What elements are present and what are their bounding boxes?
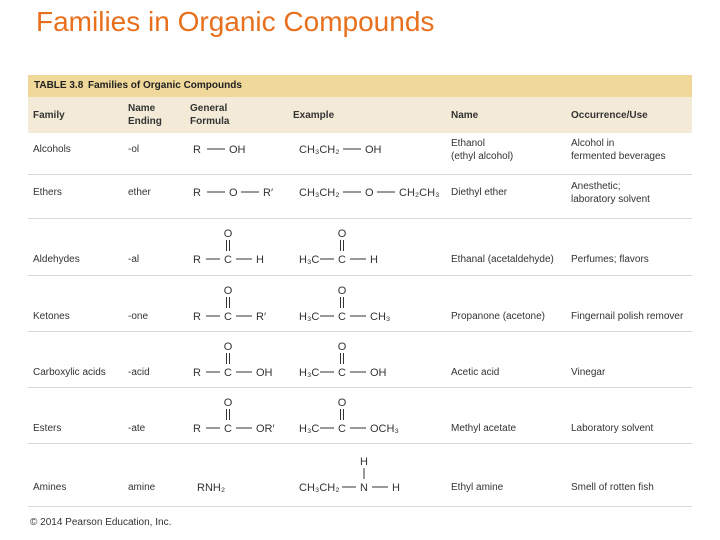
compound-name-cell [451,253,554,266]
family-cell-line-1: Alcohols [33,144,71,155]
header-occurrence-use: Occurrence/Use [571,110,648,121]
compound-name-cell-line-1: Diethyl ether [451,187,508,198]
formula-top-atom: O [223,228,233,240]
formula-middle-atom: O [229,187,238,199]
example-middle-atom: O [365,187,374,199]
copyright-notice: © 2014 Pearson Education, Inc. [30,517,172,528]
compound-name-cell [451,366,499,379]
formula-center-atom: C [224,254,232,266]
example-left-group: H₃C [299,254,320,266]
example-right-group: OCH₃ [370,423,399,435]
occurrence-use-cell-line-1: Fingernail polish remover [571,311,684,322]
formula-top-atom: O [223,397,233,409]
example-structure-cell [299,331,444,387]
formula-left-group: R [193,187,201,199]
example-right-group: CH₃ [370,311,391,323]
formula-left-group: R [193,144,201,156]
general-formula-cell [193,275,288,331]
family-cell [33,143,71,156]
occurrence-use-cell [571,310,683,323]
occurrence-use-cell [571,481,654,494]
formula-structure-drawing [193,331,288,387]
table-row [28,331,692,388]
formula-right-group: H [256,254,264,266]
occurrence-use-cell-line-1: Anesthetic; [571,181,621,192]
example-top-atom: H [360,456,368,468]
table-label-bar [28,75,692,97]
example-structure-cell [299,218,444,275]
table-header-row [28,97,692,133]
name-ending-cell-line-1: -acid [128,367,150,378]
formula-center-atom: C [224,423,232,435]
formula-structure-drawing [193,133,288,174]
occurrence-use-cell [571,422,653,435]
family-cell-line-1: Esters [33,423,62,434]
occurrence-use-cell [571,180,650,206]
formula-left-group: R [193,254,201,266]
family-cell-line-1: Aldehydes [33,254,80,265]
example-structure-drawing [299,133,444,174]
occurrence-use-cell [571,366,605,379]
name-ending-cell [128,310,148,323]
example-left-group: CH₃CH₂ [299,187,340,199]
table-row [28,133,692,175]
header-name-ending-2: Ending [128,116,162,127]
occurrence-use-cell-line-1: Smell of rotten fish [571,482,654,493]
formula-left-group: R [193,367,201,379]
formula-structure-drawing [193,174,288,218]
table-row [28,275,692,332]
compound-name-cell-line-1: Ethanal (acetaldehyde) [451,254,554,265]
family-cell [33,310,70,323]
name-ending-cell-line-1: -al [128,254,140,265]
example-center-atom: C [338,254,346,266]
example-structure-drawing [299,331,444,387]
general-formula-cell [193,331,288,387]
family-cell [33,422,61,435]
header-example: Example [293,110,335,121]
general-formula-cell [193,218,288,275]
example-structure-cell [299,174,444,218]
compound-name-cell [451,137,513,163]
header-family: Family [33,110,65,121]
compound-name-cell [451,310,545,323]
occurrence-use-cell-line-2: fermented beverages [571,151,666,162]
header-name-ending-1: Name [128,103,156,114]
header-name: Name [451,110,479,121]
example-structure-cell [299,443,444,506]
occurrence-use-cell-line-1: Perfumes; flavors [571,254,649,265]
example-right-group: OH [365,144,382,156]
name-ending-cell-line-1: -one [128,311,149,322]
family-cell-line-1: Carboxylic acids [33,367,106,378]
example-structure-drawing [299,174,444,218]
example-structure-cell [299,387,444,443]
compound-name-cell [451,422,516,435]
compound-name-cell-line-1: Methyl acetate [451,423,517,434]
formula-center-atom: C [224,367,232,379]
general-formula-cell [193,174,288,218]
example-left-group: H₃C [299,367,320,379]
compound-name-cell-line-1: Ethyl amine [451,482,504,493]
name-ending-cell-line-1: -ol [128,144,140,155]
name-ending-cell [128,186,151,199]
compound-name-cell-line-1: Ethanol [451,138,485,149]
name-ending-cell [128,366,150,379]
slide-title: Families in Organic Compounds [36,6,435,37]
formula-structure-drawing [193,275,288,331]
example-top-atom: O [337,285,347,297]
table-row [28,174,692,219]
family-cell-line-1: Ethers [33,187,62,198]
table-row [28,218,692,276]
table-number: TABLE 3.8 [34,80,84,91]
example-left-group: CH₃CH₂ [299,144,340,156]
formula-right-group: R′ [256,311,267,323]
occurrence-use-cell-line-1: Alcohol in [571,138,615,149]
family-cell [33,366,106,379]
formula-right-group: OR′ [256,423,275,435]
occurrence-use-cell-line-1: Laboratory solvent [571,423,654,434]
formula-left-group: R [193,311,201,323]
occurrence-use-cell [571,253,649,266]
name-ending-cell [128,143,139,156]
family-cell [33,186,62,199]
table-row [28,387,692,444]
example-right-group: H [370,254,378,266]
name-ending-cell [128,253,139,266]
example-left-group: H₃C [299,423,320,435]
example-left-group: H₃C [299,311,320,323]
example-left-group: CH₃CH₂ [299,482,340,494]
table-caption: Families of Organic Compounds [88,80,242,91]
formula-structure-drawing [193,443,288,506]
example-top-atom: O [337,397,347,409]
compound-name-cell [451,186,507,199]
formula-top-atom: O [223,285,233,297]
compound-name-cell-line-1: Acetic acid [451,367,500,378]
compound-name-cell-line-2: (ethyl alcohol) [451,151,514,162]
name-ending-cell-line-1: amine [128,482,156,493]
formula-top-atom: O [223,341,233,353]
formula-right-group: OH [256,367,273,379]
example-structure-drawing [299,275,444,331]
occurrence-use-cell [571,137,666,163]
formula-structure-drawing [193,387,288,443]
example-right-group: H [392,482,400,494]
example-top-atom: O [337,228,347,240]
example-top-atom: O [337,341,347,353]
occurrence-use-cell-line-2: laboratory solvent [571,194,650,205]
example-right-group: OH [370,367,387,379]
header-general-formula-1: General [190,103,228,114]
formula-plain-text: RNH₂ [197,482,226,494]
formula-right-group: R′ [263,187,274,199]
family-cell-line-1: Amines [33,482,67,493]
formula-structure-drawing [193,218,288,275]
compound-name-cell-line-1: Propanone (acetone) [451,311,545,322]
example-structure-drawing [299,387,444,443]
general-formula-cell [193,133,288,174]
name-ending-cell [128,481,155,494]
example-structure-cell [299,275,444,331]
example-center-atom: N [360,482,368,494]
name-ending-cell [128,422,145,435]
formula-center-atom: C [224,311,232,323]
example-right-group: CH₂CH₃ [399,187,440,199]
general-formula-cell [193,387,288,443]
example-center-atom: C [338,311,346,323]
compound-name-cell [451,481,503,494]
general-formula-cell [193,443,288,506]
occurrence-use-cell-line-1: Vinegar [571,367,606,378]
family-cell-line-1: Ketones [33,311,70,322]
example-center-atom: C [338,423,346,435]
example-structure-drawing [299,218,444,275]
formula-left-group: R [193,423,201,435]
family-cell [33,481,66,494]
example-structure-drawing [299,443,444,506]
name-ending-cell-line-1: -ate [128,423,146,434]
example-center-atom: C [338,367,346,379]
family-cell [33,253,80,266]
table-row [28,443,692,507]
header-general-formula-2: Formula [190,116,230,127]
example-structure-cell [299,133,444,174]
organic-families-table [28,75,692,510]
formula-right-group: OH [229,144,246,156]
name-ending-cell-line-1: ether [128,187,151,198]
